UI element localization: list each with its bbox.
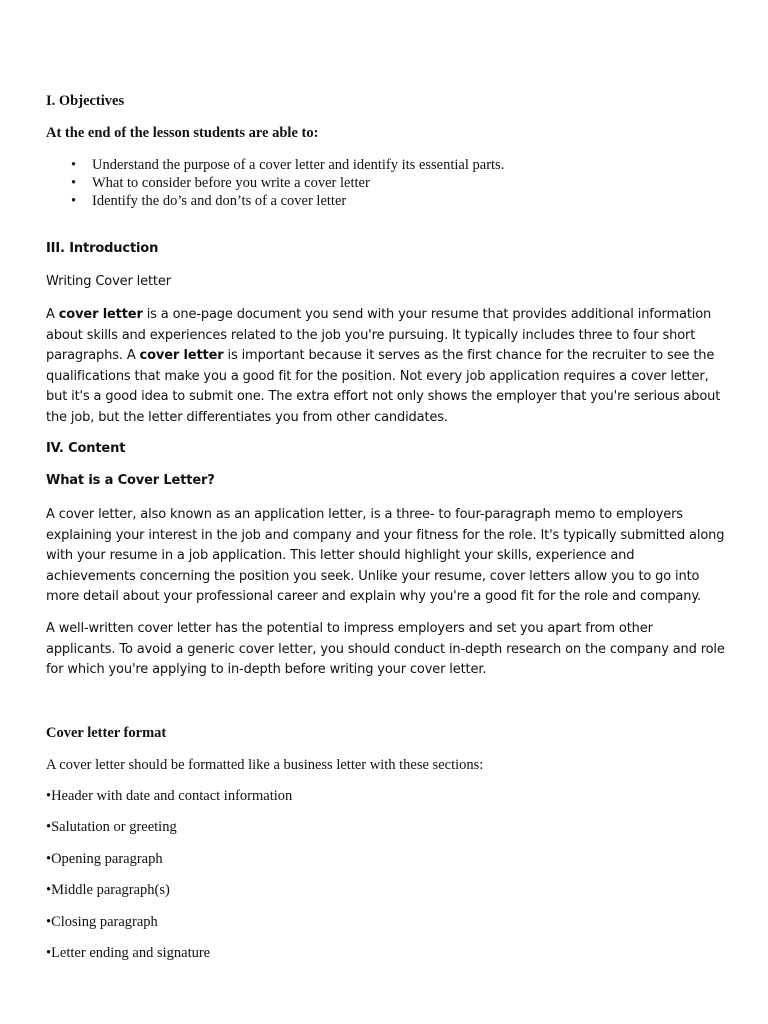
bold-term: cover letter bbox=[58, 307, 143, 322]
list-item-text: What to consider before you write a cover letter bbox=[92, 175, 370, 191]
introduction-heading: III. Introduction bbox=[46, 241, 159, 256]
list-item bbox=[46, 156, 726, 174]
list-item: •Salutation or greeting bbox=[46, 819, 177, 835]
content-paragraph-2: A well-written cover letter has the potential to impress employers and set you apart from other applicants. To avoid a generic cover letter, you should conduct in-depth research on the company and role for which you're applying to in-depth before writing your cover letter. bbox=[46, 621, 725, 677]
content-heading: IV. Content bbox=[46, 441, 126, 456]
objectives-subheading: At the end of the lesson students are able to: bbox=[46, 125, 319, 141]
paragraph-text: is a one-page document you send with your resume that provides additional information about skills and experiences related to the job you're pursuing. It typically includes three to four short paragraphs. A bbox=[46, 307, 712, 363]
introduction-paragraph bbox=[46, 305, 726, 428]
paragraph-text: is important because it serves as the first chance for the recruiter to see the qualifications that make you a good fit for the position. Not every job application requires a cover letter, but it's a good idea to submit one. The extra effort not only shows the employer that you're serious about the job, but the letter differentiates you from other candidates. bbox=[46, 348, 721, 425]
introduction-subtitle: Writing Cover letter bbox=[46, 274, 171, 289]
list-item: •Letter ending and signature bbox=[46, 945, 211, 961]
list-item bbox=[46, 174, 726, 192]
bullet-icon: • bbox=[71, 157, 77, 173]
list-item: •Middle paragraph(s) bbox=[46, 882, 170, 898]
bold-term: cover letter bbox=[139, 348, 224, 363]
list-item: •Opening paragraph bbox=[46, 851, 163, 867]
format-heading: Cover letter format bbox=[46, 725, 167, 741]
objectives-list bbox=[46, 156, 726, 210]
content-question: What is a Cover Letter? bbox=[46, 473, 215, 488]
list-item bbox=[46, 192, 726, 210]
list-item: •Closing paragraph bbox=[46, 914, 158, 930]
bullet-icon: • bbox=[71, 193, 77, 209]
list-item: •Header with date and contact information bbox=[46, 788, 293, 804]
bullet-icon: • bbox=[71, 175, 77, 191]
format-intro: A cover letter should be formatted like a business letter with these sections: bbox=[46, 757, 484, 773]
objectives-heading: I. Objectives bbox=[46, 93, 125, 109]
list-item-text: Understand the purpose of a cover letter and identify its essential parts. bbox=[92, 157, 505, 173]
paragraph-text: A bbox=[46, 307, 59, 322]
content-paragraph-1: A cover letter, also known as an application letter, is a three- to four-paragraph memo to employers explaining your interest in the job and company and your fitness for the role. It's typically submitted along with your resume in a job application. This letter should highlight your skills, experience and achievements concerning the position you seek. Unlike your resume, cover letters allow you to go into more detail about your professional career and explain why you're a good fit for the role and company. bbox=[46, 507, 725, 604]
list-item-text: Identify the do’s and don’ts of a cover letter bbox=[92, 193, 347, 209]
